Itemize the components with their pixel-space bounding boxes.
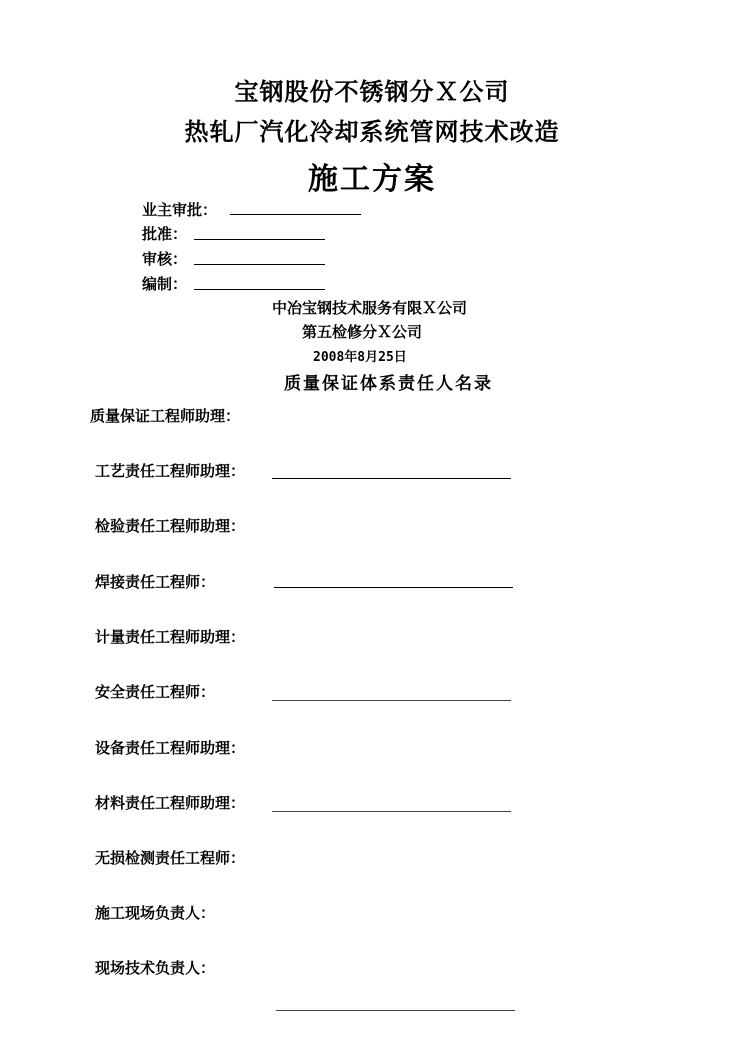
prepare-label: 编制：	[142, 275, 188, 293]
site-technical-lead-signature-line	[276, 1010, 515, 1011]
owner-approval-signature-line	[230, 214, 361, 215]
role-safety-engineer: 安全责任工程师：	[95, 683, 216, 701]
role-welding-engineer: 焊接责任工程师：	[95, 573, 216, 591]
project-title: 热轧厂汽化冷却系统管网技术改造	[184, 117, 560, 146]
document-type-title: 施工方案	[308, 162, 436, 197]
prepare-signature-line	[194, 289, 325, 290]
document-date: 2008年8月25日	[313, 350, 407, 365]
role-ndt-engineer: 无损检测责任工程师：	[95, 849, 246, 867]
approve-signature-line	[194, 239, 325, 240]
role-qa-engineer-assistant: 质量保证工程师助理：	[90, 407, 241, 425]
safety-engineer-signature-line	[272, 700, 511, 701]
role-inspection-engineer-assistant: 检验责任工程师助理：	[95, 517, 246, 535]
role-metrology-engineer-assistant: 计量责任工程师助理：	[95, 628, 246, 646]
approve-label: 批准：	[142, 225, 188, 243]
contractor-branch: 第五检修分Ｘ公司	[302, 323, 423, 341]
role-site-manager: 施工现场负责人：	[95, 904, 216, 922]
role-site-technical-lead: 现场技术负责人：	[95, 959, 216, 977]
process-engineer-signature-line	[272, 478, 511, 479]
company-title: 宝钢股份不锈钢分Ｘ公司	[234, 77, 510, 106]
role-equipment-engineer-assistant: 设备责任工程师助理：	[95, 739, 246, 757]
roster-title: 质量保证体系责任人名录	[284, 374, 493, 394]
materials-engineer-signature-line	[272, 811, 511, 812]
welding-engineer-signature-line	[274, 587, 513, 588]
review-label: 审核：	[142, 250, 188, 268]
review-signature-line	[194, 264, 325, 265]
role-materials-engineer-assistant: 材料责任工程师助理：	[95, 794, 246, 812]
owner-approval-label: 业主审批：	[142, 201, 218, 219]
contractor-company: 中冶宝钢技术服务有限Ｘ公司	[272, 299, 468, 317]
role-process-engineer-assistant: 工艺责任工程师助理：	[95, 462, 246, 480]
